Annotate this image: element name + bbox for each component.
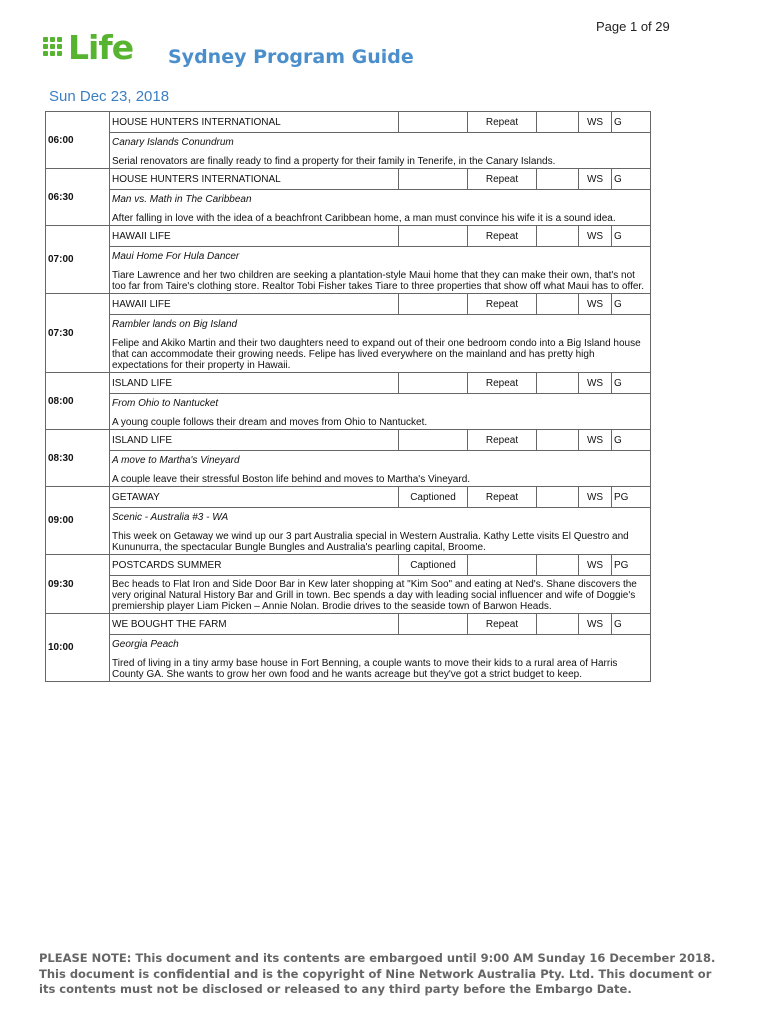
program-detail-row: [46, 133, 651, 169]
format-flag: WS: [579, 294, 612, 315]
logo-wordmark: Life: [68, 28, 134, 67]
captioned-flag: [399, 112, 468, 133]
program-row: [46, 614, 651, 635]
program-detail-row: [46, 315, 651, 373]
rating: PG: [612, 555, 651, 576]
repeat-flag: Repeat: [468, 294, 537, 315]
captioned-flag: Captioned: [399, 487, 468, 508]
episode-title: Maui Home For Hula Dancer: [112, 251, 240, 262]
captioned-flag: [399, 169, 468, 190]
program-title: HAWAII LIFE: [110, 294, 399, 315]
notice-line: PLEASE NOTE: This document and its contents are embargoed until 9:00 AM Sunday 16 December 2018.: [39, 951, 716, 965]
program-details: [110, 394, 651, 430]
program-title: POSTCARDS SUMMER: [110, 555, 399, 576]
episode-title: Rambler lands on Big Island: [112, 319, 238, 330]
program-synopsis: Felipe and Akiko Martin and their two daughters need to expand out of their one bedroom condo into a Big Island house that can accommodate their growing needs. Felipe has lived everywhere on the mainland and has pretty high expectations for their property in Hawaii.: [112, 338, 641, 371]
blank-cell: [537, 226, 579, 247]
program-row: [46, 430, 651, 451]
program-time: 06:00: [46, 112, 110, 169]
program-schedule-table: [45, 111, 651, 682]
episode-title: From Ohio to Nantucket: [112, 398, 219, 409]
format-flag: WS: [579, 555, 612, 576]
program-row: [46, 487, 651, 508]
program-details: [110, 133, 651, 169]
repeat-flag: Repeat: [468, 430, 537, 451]
program-time: 10:00: [46, 614, 110, 682]
notice-line: its contents must not be disclosed or released to any third party before the Embargo Date.: [39, 982, 632, 996]
blank-cell: [537, 430, 579, 451]
blank-cell: [537, 555, 579, 576]
rating: PG: [612, 487, 651, 508]
format-flag: WS: [579, 112, 612, 133]
captioned-flag: [399, 226, 468, 247]
program-row: [46, 112, 651, 133]
guide-title: Sydney Program Guide: [168, 46, 414, 68]
episode-title: Man vs. Math in The Caribbean: [112, 194, 252, 205]
program-details: [110, 576, 651, 614]
blank-cell: [537, 373, 579, 394]
format-flag: WS: [579, 226, 612, 247]
program-detail-row: [46, 635, 651, 682]
program-details: [110, 190, 651, 226]
embargo-notice: [39, 951, 719, 998]
program-synopsis: After falling in love with the idea of a beachfront Caribbean home, a man must convince his wife it is a sound idea.: [112, 213, 616, 224]
format-flag: WS: [579, 169, 612, 190]
logo-dots-icon: [43, 37, 67, 61]
program-row: [46, 226, 651, 247]
captioned-flag: [399, 430, 468, 451]
episode-title: Scenic - Australia #3 - WA: [112, 512, 229, 523]
program-title: WE BOUGHT THE FARM: [110, 614, 399, 635]
program-detail-row: [46, 247, 651, 294]
program-title: HAWAII LIFE: [110, 226, 399, 247]
program-title: ISLAND LIFE: [110, 430, 399, 451]
program-detail-row: [46, 394, 651, 430]
repeat-flag: [468, 555, 537, 576]
program-synopsis: A couple leave their stressful Boston life behind and moves to Martha's Vineyard.: [112, 474, 471, 485]
program-detail-row: [46, 508, 651, 555]
rating: G: [612, 294, 651, 315]
program-row: [46, 169, 651, 190]
program-detail-row: [46, 190, 651, 226]
captioned-flag: [399, 614, 468, 635]
program-synopsis: Tired of living in a tiny army base house in Fort Benning, a couple wants to move their kids to a rural area of Harris County GA. She wants to grow her own food and he wants acreage but they've got a strict budget to keep.: [112, 658, 618, 680]
program-detail-row: [46, 576, 651, 614]
format-flag: WS: [579, 373, 612, 394]
program-details: [110, 451, 651, 487]
program-time: 08:00: [46, 373, 110, 430]
rating: G: [612, 430, 651, 451]
program-title: ISLAND LIFE: [110, 373, 399, 394]
blank-cell: [537, 112, 579, 133]
captioned-flag: [399, 373, 468, 394]
repeat-flag: Repeat: [468, 169, 537, 190]
program-title: GETAWAY: [110, 487, 399, 508]
program-time: 09:30: [46, 555, 110, 614]
program-title: HOUSE HUNTERS INTERNATIONAL: [110, 112, 399, 133]
captioned-flag: Captioned: [399, 555, 468, 576]
program-synopsis: Bec heads to Flat Iron and Side Door Bar in Kew later shopping at "Kim Soo" and eating at Ned's. Shane discovers the very original Natural History Bar and Grill in town. Bec spends a day with leading social influencer and wife of Doggie's premiership player Liam Picken – Annie Nolan. Brodie drives to the seaside town of Barwon Heads.: [112, 579, 637, 612]
schedule-date: Sun Dec 23, 2018: [49, 88, 170, 105]
program-details: [110, 635, 651, 682]
notice-line: This document is confidential and is the copyright of Nine Network Australia Pty. Ltd. This document or: [39, 966, 712, 981]
program-time: 07:30: [46, 294, 110, 373]
episode-title: Georgia Peach: [112, 639, 179, 650]
program-title: HOUSE HUNTERS INTERNATIONAL: [110, 169, 399, 190]
blank-cell: [537, 294, 579, 315]
blank-cell: [537, 169, 579, 190]
page-number: Page 1 of 29: [596, 19, 670, 34]
program-row: [46, 555, 651, 576]
repeat-flag: Repeat: [468, 226, 537, 247]
program-time: 06:30: [46, 169, 110, 226]
repeat-flag: Repeat: [468, 112, 537, 133]
rating: G: [612, 614, 651, 635]
program-details: [110, 508, 651, 555]
repeat-flag: Repeat: [468, 487, 537, 508]
program-synopsis: A young couple follows their dream and moves from Ohio to Nantucket.: [112, 417, 428, 428]
program-details: [110, 315, 651, 373]
rating: G: [612, 226, 651, 247]
program-time: 07:00: [46, 226, 110, 294]
blank-cell: [537, 614, 579, 635]
rating: G: [612, 169, 651, 190]
program-details: [110, 247, 651, 294]
program-row: [46, 294, 651, 315]
captioned-flag: [399, 294, 468, 315]
format-flag: WS: [579, 487, 612, 508]
format-flag: WS: [579, 430, 612, 451]
repeat-flag: Repeat: [468, 373, 537, 394]
blank-cell: [537, 487, 579, 508]
episode-title: Canary Islands Conundrum: [112, 137, 234, 148]
program-time: 09:00: [46, 487, 110, 555]
program-row: [46, 373, 651, 394]
rating: G: [612, 373, 651, 394]
program-synopsis: Serial renovators are finally ready to find a property for their family in Tenerife, in the Canary Islands.: [112, 156, 556, 167]
format-flag: WS: [579, 614, 612, 635]
life-logo: [43, 28, 135, 67]
program-synopsis: This week on Getaway we wind up our 3 part Australia special in Western Australia. Kathy Lette visits El Questro and Kununurra, the spectacular Bungle Bungles and Australia's pearling capital, Broome.: [112, 531, 629, 553]
program-time: 08:30: [46, 430, 110, 487]
episode-title: A move to Martha's Vineyard: [112, 455, 240, 466]
program-detail-row: [46, 451, 651, 487]
repeat-flag: Repeat: [468, 614, 537, 635]
program-synopsis: Tiare Lawrence and her two children are seeking a plantation-style Maui home that they can make their own, that's not too far from Taire's clothing store. Realtor Tobi Fisher takes Tiare to three properties that show off what Maui has to offer.: [112, 270, 644, 292]
rating: G: [612, 112, 651, 133]
